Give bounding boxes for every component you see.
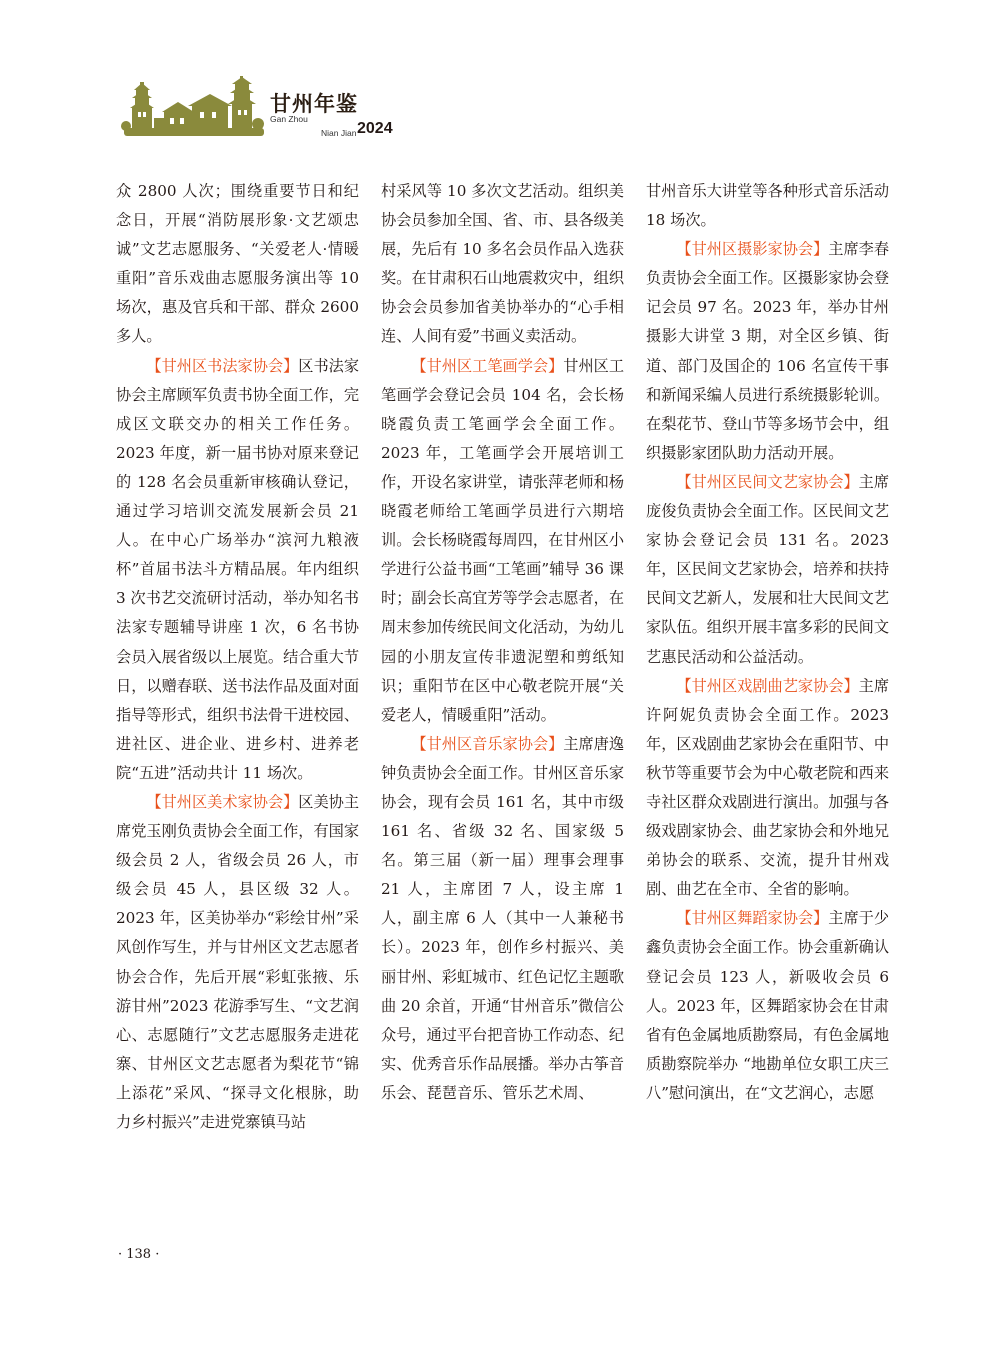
paragraph: 村采风等 10 多次文艺活动。组织美协会员参加全国、省、市、县各级美展，先后有 10 多名会员作品入选获奖。在甘肃积石山地震救灾中，组织协会会员参加省美协举办的“心手相连、人间有爱”书画义卖活动。 [381,182,624,346]
section-heading: 【甘州区工笔画学会】 [411,356,564,375]
section-body: 主席庞俊负责协会全面工作。区民间文艺家协会登记会员 131 名。2023 年，区民间文艺家协会，培养和扶持民间文艺新人，发展和壮大民间文艺家队伍。组织开展丰富多彩的民间文艺惠民活动和公益活动。 [646,472,890,666]
section-body: 主席唐逸钟负责协会全面工作。甘州区音乐家协会，现有会员 161 名，其中市级 161 名、省级 32 名、国家级 5 名。第三届（新一届）理事会理事 21 人，主席团 7 人，设主席 1 人，副主席 6 人（其中一人兼秘书长）。2023 年，创作乡村振兴、美丽甘州、彩虹城市、红色记忆主题歌曲 20 余首，开通“甘州音乐”微信公众号，通过平台把音协工作动态、纪实、优秀音乐作品展播。举办古筝音乐会、琵琶音乐、管乐艺术周、 [381,734,625,1102]
text-column-3 [646,177,889,1108]
section-body: 区美协主席党玉刚负责协会全面工作，有国家级会员 2 人，省级会员 26 人，市级会员 45 人，县区级 32 人。2023 年，区美协举办“彩绘甘州”采风创作写生，并与甘州区文艺志愿者协会合作，先后开展“彩虹张掖、乐游甘州”2023 花游季写生、“文艺润心、志愿随行”文艺志愿服务走进花寨、甘州区文艺志愿者为梨花节“锦上添花”采风、“探寻文化根脉，助力乡村振兴”走进党寨镇马站 [116,792,360,1131]
running-header [118,72,418,142]
section-drama-quyi [646,672,889,905]
section-music [381,730,624,1108]
section-heading: 【甘州区音乐家协会】 [411,734,564,753]
section-dance [646,904,889,1108]
section-heading: 【甘州区民间文艺家协会】 [676,472,859,491]
section-body: 甘州区工笔画学会登记会员 104 名，会长杨晓霞负责工笔画学会全面工作。2023 年，工笔画学会开展培训工作，开设名家讲堂，请张萍老师和杨晓霞老师给工笔画学员进行六期培训。会长杨晓霞每周四，在甘州区小学进行公益书画“工笔画”辅导 36 课时；副会长高宜芳等学会志愿者，在周末参加传统民间文化活动，为幼儿园的小朋友宣传非遗泥塑和剪纸知识；重阳节在区中心敬老院开展“关爱老人，情暖重阳”活动。 [381,356,625,724]
section-heading: 【甘州区美术家协会】 [146,792,299,811]
section-body: 区书法家协会主席顾军负责书协全面工作，完成区文联交办的相关工作任务。2023 年度，新一届书协对原来登记的 128 名会员重新审核确认登记，通过学习培训交流发展新会员 21 人。在中心广场举办“滨河九粮液杯”首届书法斗方精品展。年内组织 3 次书艺交流研讨活动，举办知名书法家专题辅导讲座 1 次，6 名书协会员入展省级以上展览。结合重大节日，以赠春联、送书法作品及面对面指导等形式，组织书法骨干进校园、进社区、进企业、进乡村、进养老院“五进”活动共计 11 场次。 [116,356,360,782]
section-body: 主席于少鑫负责协会全面工作。协会重新确认登记会员 123 人，新吸收会员 6 人。2023 年，区舞蹈家协会在甘肃省有色金属地质勘察局，有色金属地质勘察院举办 “地勘单位女职工庆三八”慰问演出，在“文艺润心，志愿 [646,909,890,1102]
section-photography [646,235,889,468]
section-gongbi-painting [381,352,624,730]
section-folk-art [646,468,889,672]
paragraph: 众 2800 人次；围绕重要节日和纪念日，开展“消防展形象·文艺颂忠诚”文艺志愿服务、“关爱老人·情暖重阳”音乐戏曲志愿服务演出等 10 场次，惠及官兵和干部、群众 2600 多人。 [116,182,359,346]
text-column-1 [116,177,359,1137]
text-column-2 [381,177,624,1108]
section-body: 主席李春负责协会全面工作。区摄影家协会登记会员 97 名。2023 年，举办甘州摄影大讲堂 3 期，对全区乡镇、街道、部门及国企的 106 名宣传干事和新闻采编人员进行系统摄影轮训。在梨花节、登山节等多场节会中，组织摄影家团队助力活动开展。 [646,240,890,462]
paragraph: 甘州音乐大讲堂等各种形式音乐活动 18 场次。 [646,182,889,230]
page-number: · 138 · [118,1247,160,1262]
section-heading: 【甘州区戏剧曲艺家协会】 [676,676,859,695]
section-body: 主席许阿妮负责协会全面工作。2023 年，区戏剧曲艺家协会在重阳节、中秋节等重要节会为中心敬老院和西来寺社区群众戏剧进行演出。加强与各级戏剧家协会、曲艺家协会和外地兄弟协会的联系、交流，提升甘州戏剧、曲艺在全市、全省的影响。 [646,676,890,899]
section-fine-arts [116,788,359,1137]
yearbook-title-en-1: Gan Zhou [270,114,308,124]
yearbook-year: 2024 [357,120,393,137]
section-heading: 【甘州区舞蹈家协会】 [676,909,829,928]
section-heading: 【甘州区摄影家协会】 [676,240,829,259]
yearbook-title-en-2: Nian Jian [321,128,357,138]
yearbook-title: 甘州年鉴 [270,91,358,116]
section-calligraphy [116,352,359,788]
city-skyline-logo-icon [118,72,270,140]
section-heading: 【甘州区书法家协会】 [146,356,299,375]
